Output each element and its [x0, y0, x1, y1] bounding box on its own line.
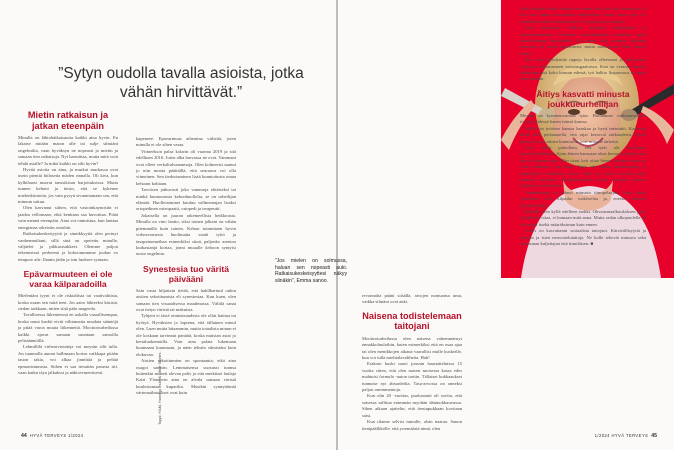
paragraph: Mieleniäni tyyni ei ole riskialtista tai vaativalttisia, koska osaan sen mitä teen. Jos aairo lähteeksi käsistä, riedan tarkkaan, miten siitä pääs mageeda. [18, 293, 118, 311]
section-heading-naisena: Naisena todistelemaan taitojani [362, 310, 462, 332]
magazine-issue-right: 1/2024 HYVÄ TERVEYS [594, 433, 649, 438]
magazine-issue-left: HYVÄ TERVEYS 1/2024 [29, 433, 84, 438]
paragraph: Aistien sekoittumien on spontaania, eikä aina osagoi samoin. Lemmaisensa suosussi tunnsa kuitenkin moneti olevan paliv ja että merkitsei laulaja Katri Ylanderin aina on alvala samaan väristä kuulostamaa kuparilta. Musikin synnyttämät värimaailmaukset ovat kuin [136, 358, 236, 396]
paragraph: Lehmillilä virhearviointeja voi meyrän silti tulla. Jos tuunnolla aunon hallimaan horisu vaikkapa pitään tauon takia, voi alkaa jinnittää ja peltää epmonistumista. Siihen ei saa tiesattän parasta irti, vaan kaikn täya jalkakssi ja näktovrmentisesti. [18, 344, 118, 375]
paragraph: Minulla on lähtohäikaisuutta kaikki aina hyvin. En lakaise mitään maton alle tai sulje silmiäni ongelmilta, vaan hyväksyn ne nopeasti ja mietin ja samaan tien ratkaisuja. Nyt harmittaa, mutta mitä voin tehdä asialle? Ja mikä kaikki on silti hyvin? [18, 135, 118, 166]
paragraph: Jokaisella on juuran rakemeellisia heikkousia. Minulla on vino lantio, siksi toinen jalkani on vähän pitemmällä kuin toinen. Kehon toimintaen hyvin virheavomesta huolimatta vaatii tyttö ja tasapainomeihaa esimerkiksi siinä, paljonko asentoa kurkastanjä kortaa, jonni muualle kehoon syntyisi uusia ongelmia. [136, 212, 236, 257]
paragraph: Nyt osaan hyodyntää oppeja lavalla olleessani ja puhuessani varmaan vaikutusmeen taivutusgaaloissa. Kun on verannt rumbaa pikkuhopeassä koko kansan edessä, työ halkio lkapuvussa ei tunnu ensin mitään. [520, 57, 646, 82]
photo-caption: ”Jos mielen on solmussa, haluan sen nopeasti auki. Ratkaisukeskeisyyttesi näkyy siinäkin”, Emma sanoo. [275, 258, 347, 284]
paragraph: Meillä on tyttären kanssa haaskaa ja hyvä meininki. Kasvatan häntä villä perlaanaella, että rajat kerrovat rakkaudesta. Hyvät käytostavat ja niinen kunnioitus ovat minulle tärkeitä. [520, 125, 646, 144]
page-number-left: 44 [21, 433, 27, 439]
paragraph: Hyvää asioita on aina, ja murkat murkassa ovat usein pientiä hiilaseita mäden rinnalla. Oli kiva, kun kylkihaasi murrut tanssikisan harjoituksissa. Mutta tunnen kehoni ja tiesin, että se kykenee mielenkiintoiin, jos vain pysyn sivuuntamaan sen, että minuun sattuu. [18, 167, 118, 205]
paragraph: Erakoin kuski saaoi jonsain haastatteluissa 15 vuotta sitten, että olen naisen moisessa kassa edes mahtuisi formula -auton tarttin. Tällaiset kukkaaukset tunnutse nyt absurdeilta. Tasa-arvossa on onneksi paljon onninmentoja. [362, 361, 462, 393]
footer-left [18, 433, 83, 439]
left-page [0, 0, 336, 450]
paragraph: Olen tyytääsissa edelleen tyyttämä urheilultalen ja ammattimäiminen. Kokemus tanssilulpallista kuitenkin opetti naisellisempaa kehonkieltä. En ennen ollut osannut vaikkapa poseerata tai seistä naisellisesti, mutta tanssiparini Matti neuvoi minua. [520, 25, 646, 56]
page-number-right: 45 [651, 433, 657, 439]
section-heading-aitiys: Äitiys kasvatti minusta joukkueurheilijan [536, 88, 630, 109]
section-heading-synestesia: Synestesia tuo väritä päivääni [143, 263, 229, 284]
footer-right [595, 433, 660, 439]
paragraph: Moottoriurheilussa olen naisena vahemmänsyt ennakkoluuloihin, kuten esimerkiksi että en osaa ajaa tai olen menikkojen aikana vaarallisi mulle kuskeille, kun voi tulla mielitalavaltheita. Hah! [362, 335, 462, 361]
paragraph: revonnalta pääni siisällä, aivojen nontuansa uma, vaikka silmäni ovat auki. [362, 293, 462, 305]
right-page [275, 0, 674, 450]
paragraph: Radialla olen kyllä edelleen tsekki. Ohvausmaalkuokoksen pitää ritylkkeisti ottaa, et kumaan mitä anna. Mutta radan ulkopuolella en ole enekä itsekä määräksimun kuin ennen. [520, 208, 646, 227]
paragraph: Viimeeksin palsa kolarin oli vuonna 2019 ja sitä edellinen 2016. Joten alka harvassa ne ovat. Vammani ovat olleet verkaltulvaammoja. Olen kolmeesti saanut jo niin monta päättäillä, että seuraava voi olla viimeinen. Sen tiedostaminen lisää kunnioitusta omaa kehoani kohtaan. [136, 148, 236, 186]
paragraph: Tyhjeni ei tästä ominaisuudesta ole ollut haittaa tai hyötyä. Hyväksien jo lapsena, että tällainen minul olen. Luen muita hitaammin, mutta totaalista minun ei ole koskaan tarvinnut päntätä, koska muistan asiat jo kertaluokemuilla. Voin aina palata lukemaan kuumaani kuumaani, ja näen tekstin silmistäni kuin elokuvan. [136, 313, 236, 357]
paragraph: kapeneee. Epavarmuus aiheuttaa virheitä, joten minulla ei ole sihen varaa. [136, 136, 236, 148]
paragraph: Kun olin 20 -vuotias, puolustanti oli sovitu, että saisessa sallitua enimmän myohän däinnokkauvussa. Sihen aikaan ajattelin, että tieniupukkaan kovitaan saisi. [362, 393, 462, 418]
paragraph: Olen kasvanut siihen, että vastoinkaymisiin ei jaadaa vellomaan, eikä kenkaan saa huvoittaa. Pitää vain mennä eteenpäin. Aina voi ontmistua, kun lanttaa energiansa oikeisiin asioihin. [18, 205, 118, 230]
left-column-2 [136, 136, 236, 397]
paragraph: Kun tilanne selvisi minulle, alsin naaraa. Sanon tienipäällikölle, että yrremäärtä nimä. olen [362, 419, 462, 431]
right-column-2 [520, 6, 646, 247]
paragraph: Ratkaisukeskeisyyttä ja sinnikkyyttä olen perinyt vanhemmiltani, sillä sinä on opetettu minulle, väljäelet ja pikkusisukkeet. Olemme paljon tekemisissä perheenä ja kokoonnumme joulun ex tempore aftr: Ihanin jädin ja isin luoksee syntaan. [18, 231, 118, 262]
right-column-1 [362, 293, 462, 432]
paragraph: Sain vasta hiljattain tietää, että hakllharinnl onkin aistien sekoittumista eli synestesiaa. Kun kuen, olen samaan tien visuaalisessa maailmassa. Vältilä sanat ovat tietyn väristä tai makuisia. [136, 287, 236, 312]
paragraph: Tavallisessa liikenteessä en uskalla vaarallisempaa, koska muut kuskit eivät välttamatta noudata sääntöjä ja pitää varoa muuta liikennettä. Moottoriurheilussa kaikki ajavat samaan suuntaan samoilla pelisäännöillä. [18, 312, 118, 343]
paragraph: Vanhemmuus on tehnyt minusta tiimipelaajan. Vasta äitinä ymmärsin, että kilpailut tuskiwelaa ja, eneeka olekaan yksilöurheilija. [520, 189, 646, 208]
paragraph: koko elämäni tehnyt duunia sen eteen, että olen yksi huumissa. Ja että olin saanut arvostuksen kuljettajana, koska osaan ajaa. En todellakaan lähtisi alanmukseen. Se sopimus jäi saamatta. [520, 6, 646, 24]
section-heading-ratkaisu: Mietin ratkaisun ja jatkan eteenpäin [27, 110, 109, 131]
pull-quote: ”Sytyn oudolla tavalla asioista, jotka vähän hirvittävät.” [58, 65, 304, 101]
section-heading-epavarmuus: Epävarmuuteen ei ole varaa kälparadoilla [23, 269, 113, 290]
left-column-1 [18, 110, 118, 376]
paragraph: Minulla on kymmenvuotias tytär. Hoidamme vanhemmuuden tiiviisti yhdessä hanen isänsä kanssa. [520, 112, 646, 125]
paragraph: Tarvitsen jatkuvasti joko vammoja ehtäiseksi tai minkä kunnoutusta kehonhuollolta, se on urheilijan elämää. Huolloistminei kuuluu vallmentajan lisaksi ortopedinen osteopaatti, ortopedi ja terapeutti. [136, 187, 236, 212]
paragraph: Olen vältin pahoillani, etei tytär ole innostunut moottoriurheilusta. Ajom hänen kanssaan okaa kertaa kartingia, kun hän oli kuusivuotias. Hän osasi heti ottaa hienot ajolinjat mutta ei vielä tehtemeet ajaa kuja. Tytör ole minua harkinvaimpi ja luptoitieleie voltistokin osissa. Mitä jos tytärtä tarvitsee pitää ihmisten sellaiseen. Rimgentkovlaari lyytyy varmaan Suomen jokainesta vahvaalasta. [520, 144, 646, 189]
paragraph: Aitiys on kasvattanut sosiaalisia taitojani. Kärsivällisyyttä ja tietojen ja isien neuvottelutaitoja. Ne kulkt tekevät minusta sekä paremman kuljettajan että tiimiläisen. ■ [520, 228, 646, 246]
photo-credit: Tuppi: H&M, Hame ja mulo & Other Stories. [158, 351, 162, 425]
